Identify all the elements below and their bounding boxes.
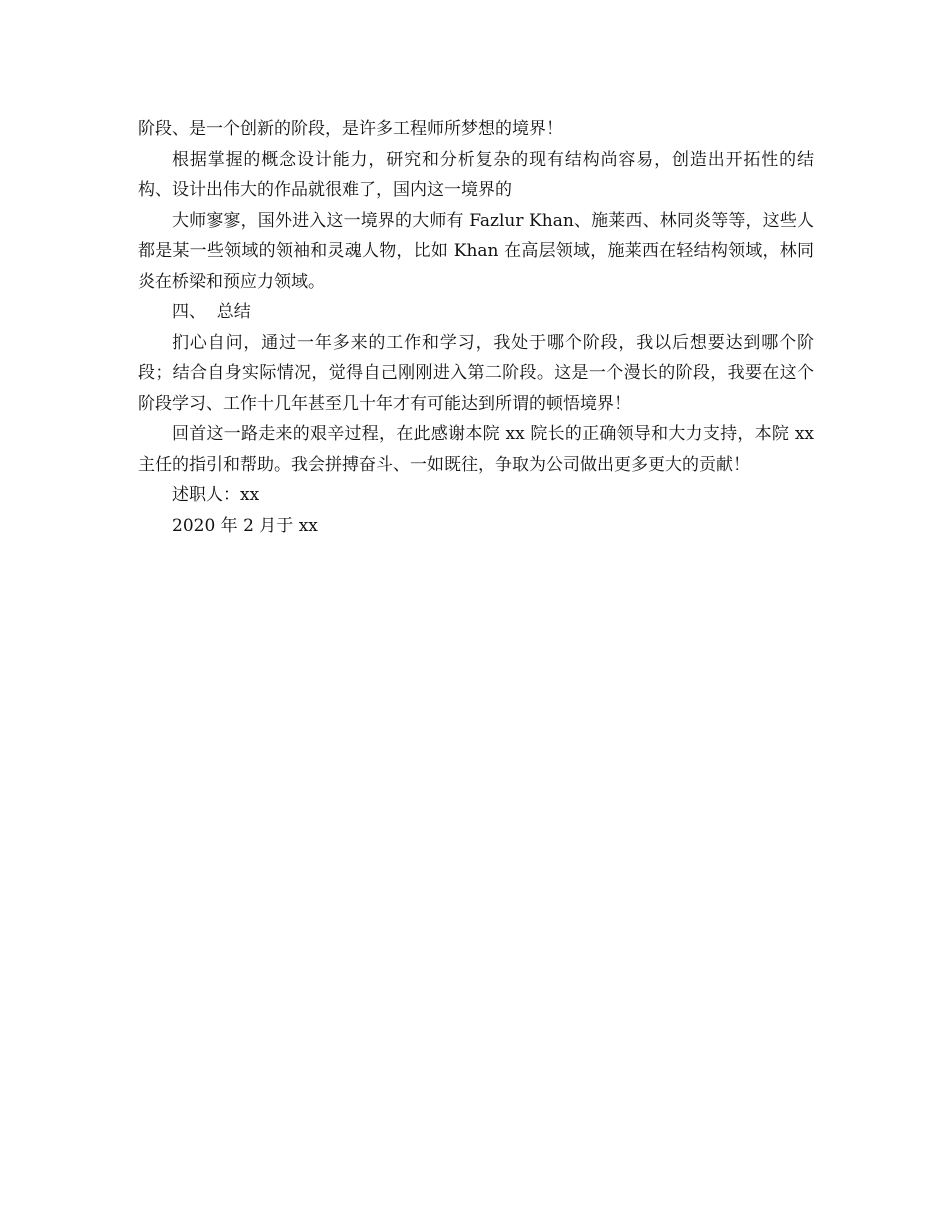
- section-heading-summary: 四、 总结: [172, 302, 251, 322]
- paragraph-masters: 大师寥寥，国外进入这一境界的大师有 Fazlur Khan、施莱西、林同炎等等，这些人都是某一些领域的领袖和灵魂人物，比如 Khan 在高层领域，施莱西在轻结构领域，林同炎在桥梁和预应力领域。: [138, 210, 814, 292]
- paragraph-acknowledgement: 回首这一路走来的艰辛过程，在此感谢本院 xx 院长的正确领导和大力支持，本院 xx 主任的指引和帮助。我会拼搏奋斗、一如既往，争取为公司做出更多更大的贡献！: [138, 424, 814, 475]
- document-body: [138, 114, 814, 541]
- signature-reporter: 述职人：xx: [172, 485, 260, 505]
- paragraph-self-reflection: 扪心自问，通过一年多来的工作和学习，我处于哪个阶段，我以后想要达到哪个阶段；结合自身实际情况，觉得自己刚刚进入第二阶段。这是一个漫长的阶段，我要在这个阶段学习、工作十几年甚至几十年才有可能达到所谓的顿悟境界！: [138, 332, 814, 414]
- paragraph-continuation: 阶段、是一个创新的阶段，是许多工程师所梦想的境界！: [138, 119, 563, 139]
- paragraph-concept-design: 根据掌握的概念设计能力，研究和分析复杂的现有结构尚容易，创造出开拓性的结构、设计出伟大的作品就很难了，国内这一境界的: [138, 149, 814, 200]
- signature-date: 2020 年 2 月于 xx: [172, 515, 318, 536]
